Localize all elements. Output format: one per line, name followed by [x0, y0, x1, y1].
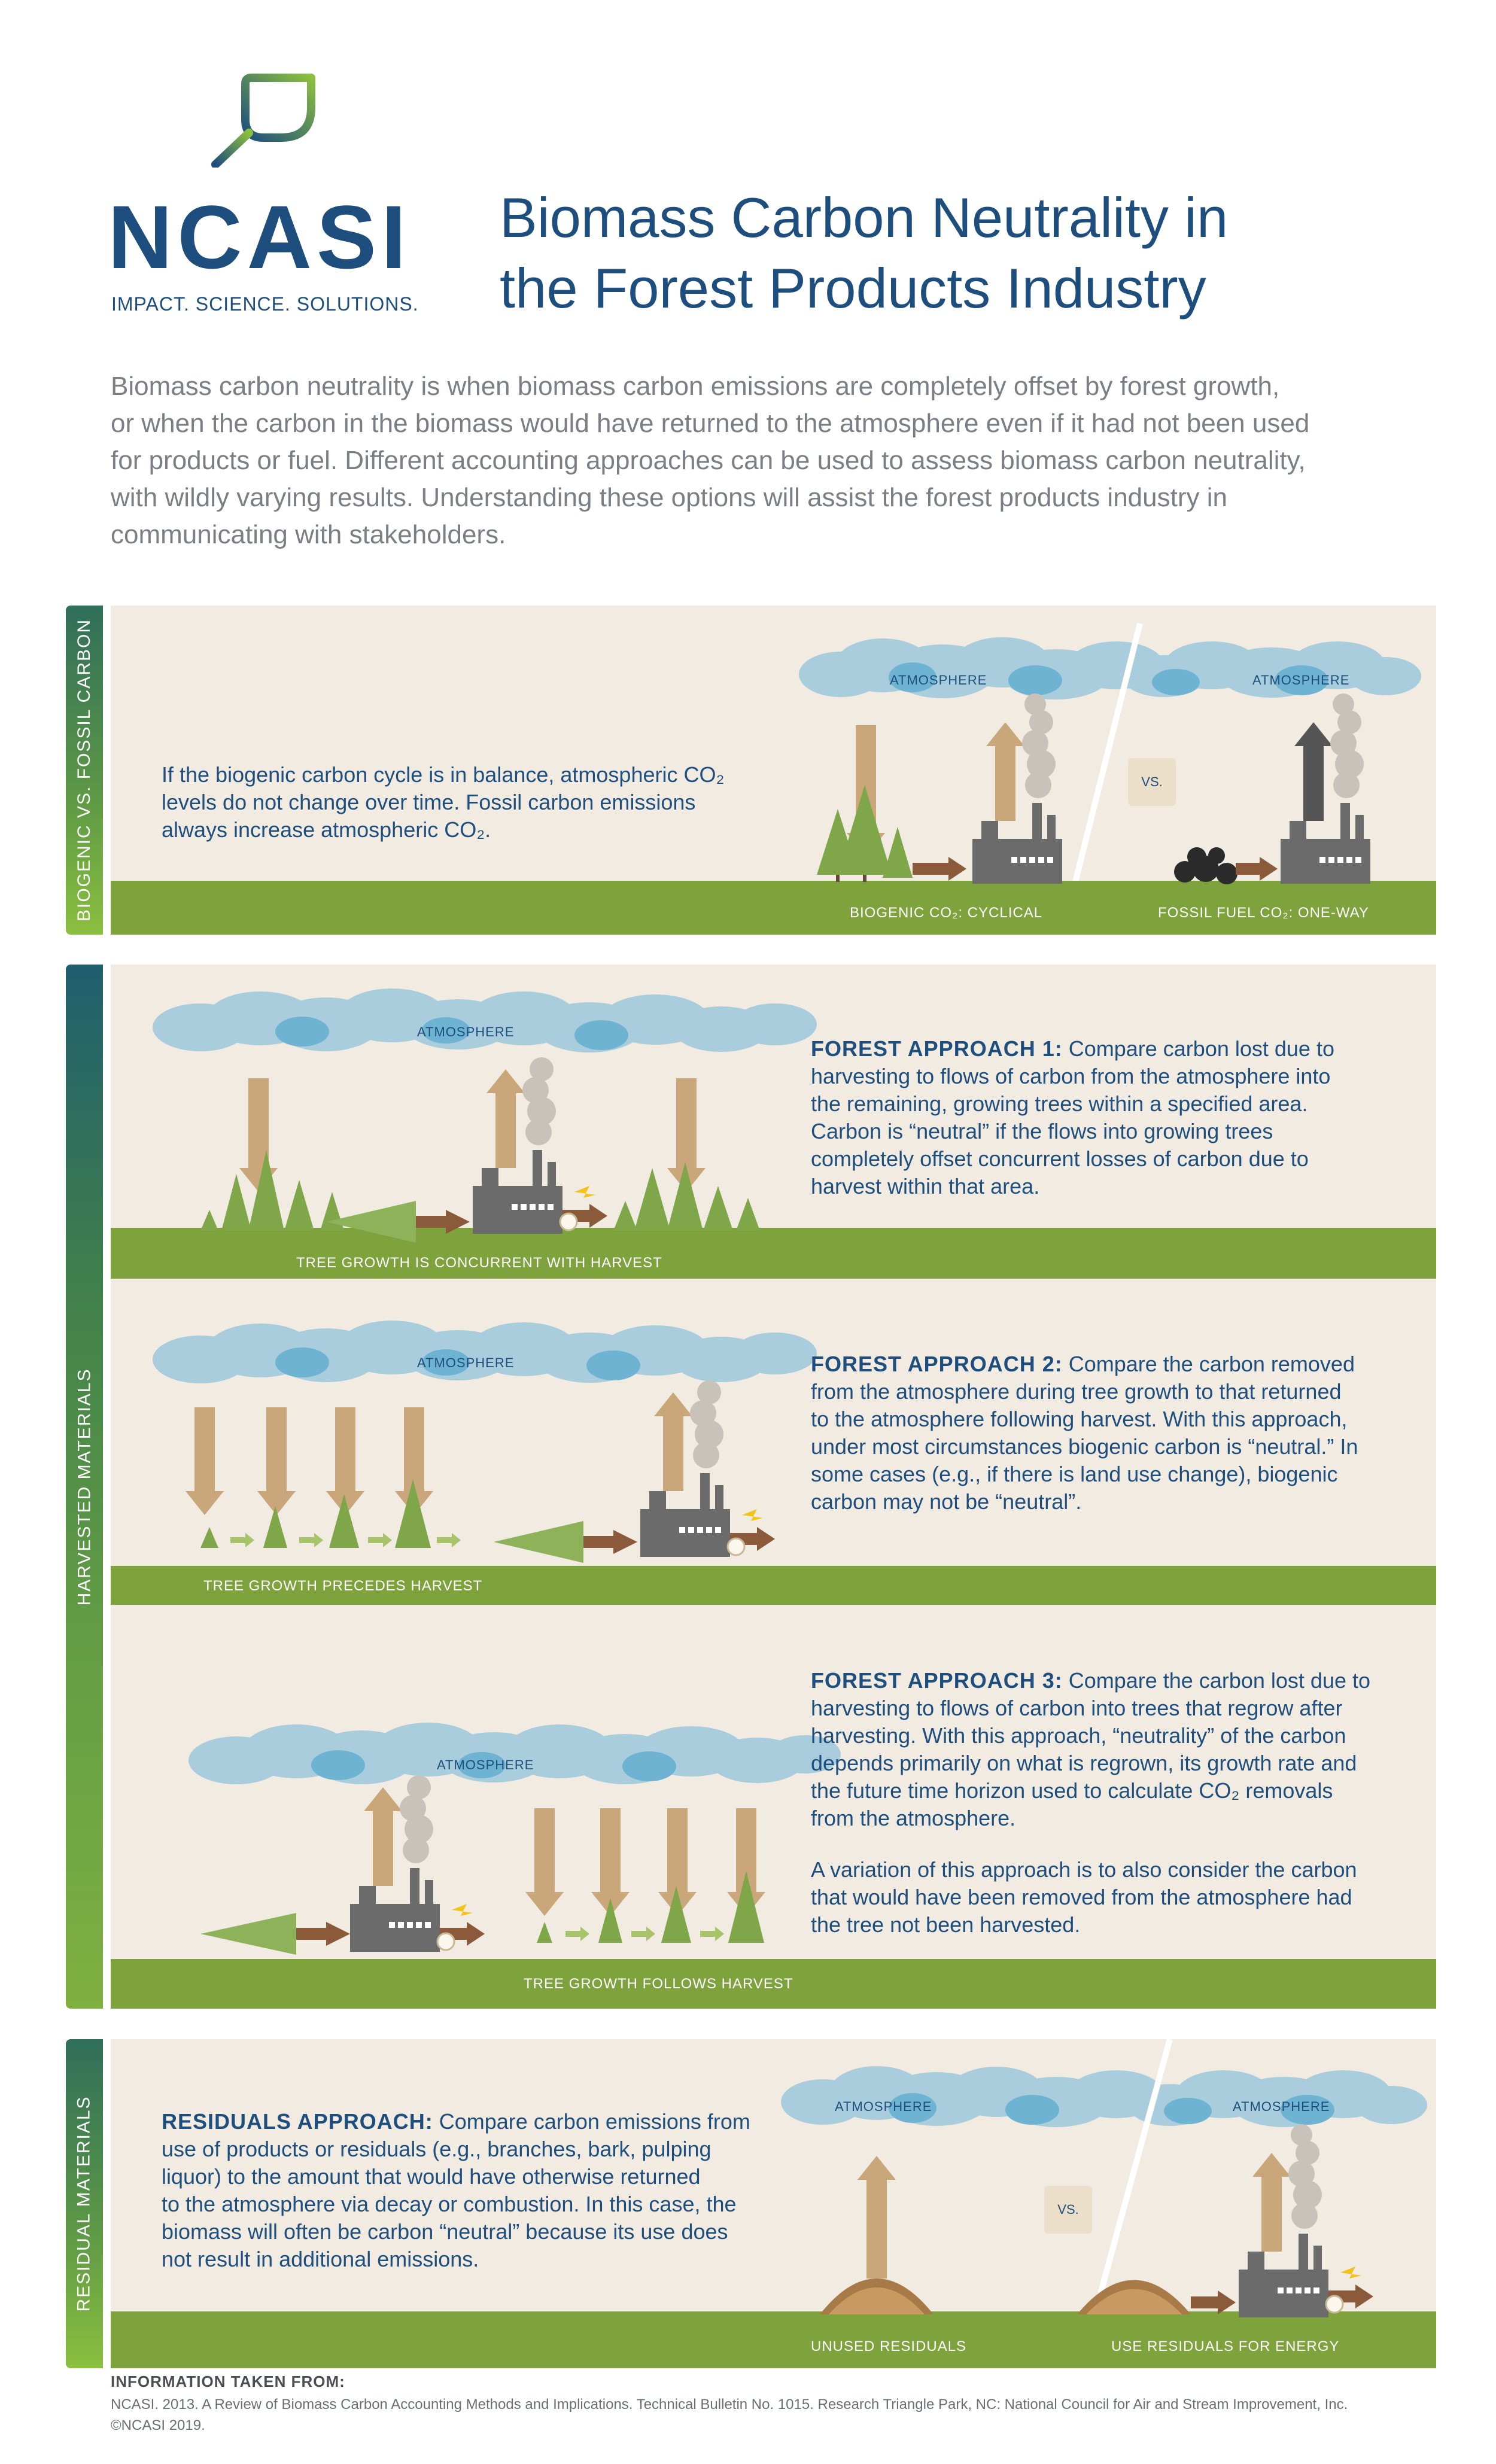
text-line: from the atmosphere during tree growth to that returned — [811, 1379, 1342, 1404]
approach-2-text — [811, 1350, 1409, 1516]
panel-approach-2 — [111, 1279, 1436, 1605]
text-line: to the atmosphere via decay or combustion. In this case, the — [162, 2192, 737, 2216]
up-arrow-icon — [858, 2156, 896, 2279]
side-label-residual — [66, 2039, 103, 2368]
intro-line: or when the carbon in the biomass would have returned to the atmosphere even if it had not been used — [111, 409, 1310, 438]
cloud-icon — [781, 2066, 1427, 2127]
down-arrow-icon — [239, 1078, 706, 1192]
panel-residual — [111, 2039, 1436, 2368]
down-arrow-icon — [525, 1808, 765, 1916]
factory-icon — [1239, 2234, 1328, 2317]
text-line: biomass will often be carbon “neutral” because its use does — [162, 2219, 728, 2244]
footer-copyright: ©NCASI 2019. — [111, 2417, 205, 2433]
intro-line: communicating with stakeholders. — [111, 520, 506, 549]
up-arrow-icon — [1252, 2153, 1291, 2252]
up-arrow-icon — [1294, 722, 1333, 821]
text-line: the remaining, growing trees within a specified area. — [811, 1091, 1308, 1116]
atmosphere-label: ATMOSPHERE — [437, 1757, 534, 1772]
text-line: harvest within that area. — [811, 1174, 1040, 1198]
text-line: Compare the carbon lost due to — [1068, 1668, 1371, 1693]
panel-approach-1 — [111, 965, 1436, 1279]
text-line: not result in additional emissions. — [162, 2247, 479, 2271]
footer-heading: INFORMATION TAKEN FROM: — [111, 2372, 345, 2390]
side-label-text: RESIDUAL MATERIALS — [74, 2095, 95, 2312]
biogenic-description — [162, 761, 850, 844]
title-line-1: Biomass Carbon Neutrality in — [500, 186, 1229, 249]
side-label-text: HARVESTED MATERIALS — [74, 1368, 95, 1605]
factory-icon — [473, 1150, 562, 1234]
factory-icon — [1281, 803, 1370, 884]
energy-bolt-icon — [1340, 2267, 1361, 2279]
text-line: carbon may not be “neutral”. — [811, 1489, 1082, 1514]
cloud-icon — [799, 637, 1421, 699]
side-label-harvested — [66, 965, 103, 2009]
paper-roll-icon — [560, 1213, 577, 1230]
text-line: liquor) to the amount that would have otherwise returned — [162, 2164, 701, 2189]
down-arrow-icon — [186, 1407, 433, 1515]
text-line: Compare the carbon removed — [1068, 1352, 1355, 1376]
text-line: Carbon is “neutral” if the flows into growing trees — [811, 1119, 1273, 1143]
atmosphere-label: ATMOSPHERE — [417, 1024, 515, 1039]
approach-3-text — [811, 1667, 1421, 1939]
up-arrow-icon — [986, 722, 1024, 821]
factory-icon — [350, 1868, 440, 1952]
caption-use-residuals: USE RESIDUALS FOR ENERGY — [1111, 2338, 1340, 2355]
text-line: to the atmosphere following harvest. With this approach, — [811, 1407, 1348, 1431]
logo-tagline: IMPACT. SCIENCE. SOLUTIONS. — [111, 293, 419, 315]
text-line: Compare carbon lost due to — [1068, 1036, 1334, 1061]
footer-reference: NCASI. 2013. A Review of Biomass Carbon Accounting Methods and Implications. Technical Bulletin No. 1015. Research Triangle Park, NC: National Council for Air and Stream Improvement, Inc. — [111, 2396, 1348, 2413]
atmosphere-label: ATMOSPHERE — [1252, 673, 1350, 688]
paper-roll-icon — [437, 1933, 454, 1950]
intro-line: Biomass carbon neutrality is when biomass carbon emissions are completely offset by forest growth, — [111, 372, 1280, 401]
up-arrow-icon — [654, 1392, 692, 1491]
text-line: under most circumstances biogenic carbon is “neutral.” In — [811, 1434, 1358, 1459]
approach-3-heading: FOREST APPROACH 3: — [811, 1668, 1063, 1693]
tree-icon — [200, 1150, 344, 1231]
text-line: depends primarily on what is regrown, its growth rate and — [811, 1751, 1357, 1775]
logo-wordmark: NCASI — [108, 187, 411, 287]
factory-icon — [972, 803, 1062, 884]
factory-icon — [640, 1473, 730, 1557]
atmosphere-label: ATMOSPHERE — [1233, 2099, 1330, 2114]
text-line: some cases (e.g., if there is land use change), biogenic — [811, 1462, 1338, 1486]
coal-icon — [1174, 847, 1237, 884]
text-line: Compare carbon emissions from — [439, 2109, 750, 2134]
text-line: levels do not change over time. Fossil carbon emissions — [162, 790, 696, 814]
panel-approach-3 — [111, 1605, 1436, 2009]
residual-heading: RESIDUALS APPROACH: — [162, 2109, 433, 2134]
atmosphere-label: ATMOSPHERE — [890, 673, 987, 688]
residual-text — [162, 2108, 820, 2273]
caption-approach-2: TREE GROWTH PRECEDES HARVEST — [203, 1578, 483, 1594]
leaf-magnifier-icon — [209, 66, 317, 168]
caption-biogenic: BIOGENIC CO₂: CYCLICAL — [850, 905, 1043, 921]
tree-icon — [613, 1162, 760, 1231]
side-label-text: BIOGENIC VS. FOSSIL CARBON — [74, 619, 95, 921]
text-line: harvesting to flows of carbon from the atmosphere into — [811, 1064, 1331, 1088]
panel-biogenic — [111, 606, 1436, 935]
intro-line: with wildly varying results. Understanding these options will assist the forest products industry in — [111, 483, 1227, 512]
text-line: use of products or residuals (e.g., branches, bark, pulping — [162, 2137, 711, 2161]
energy-bolt-icon — [574, 1186, 595, 1198]
caption-approach-3: TREE GROWTH FOLLOWS HARVEST — [524, 1976, 793, 1992]
page-title — [500, 182, 1457, 324]
cloud-icon — [153, 988, 817, 1052]
energy-bolt-icon — [452, 1904, 473, 1916]
text-line: harvesting. With this approach, “neutrality” of the carbon — [811, 1723, 1346, 1748]
text-line: from the atmosphere. — [811, 1806, 1016, 1830]
text-line: If the biogenic carbon cycle is in balance, atmospheric CO₂ — [162, 762, 725, 787]
side-label-biogenic — [66, 606, 103, 935]
intro-paragraph — [111, 368, 1379, 553]
paper-roll-icon — [1326, 2296, 1343, 2313]
caption-approach-1: TREE GROWTH IS CONCURRENT WITH HARVEST — [296, 1255, 662, 1271]
approach-1-text — [811, 1035, 1409, 1200]
text-line: A variation of this approach is to also consider the carbon — [811, 1857, 1357, 1882]
vs-badge: VS. — [1128, 758, 1176, 806]
caption-fossil: FOSSIL FUEL CO₂: ONE-WAY — [1158, 905, 1369, 921]
approach-1-heading: FOREST APPROACH 1: — [811, 1036, 1063, 1061]
up-arrow-icon — [364, 1787, 402, 1886]
cloud-icon — [153, 1321, 817, 1383]
text-line: the future time horizon used to calculate CO₂ removals — [811, 1778, 1333, 1803]
cloud-icon — [188, 1723, 841, 1784]
intro-line: for products or fuel. Different accounting approaches can be used to assess biomass carbon neutrality, — [111, 446, 1306, 475]
up-arrow-icon — [486, 1069, 525, 1168]
atmosphere-label: ATMOSPHERE — [835, 2099, 932, 2114]
paper-roll-icon — [728, 1538, 744, 1555]
energy-bolt-icon — [742, 1509, 763, 1521]
text-line: completely offset concurrent losses of carbon due to — [811, 1146, 1309, 1171]
title-line-2: the Forest Products Industry — [500, 257, 1206, 320]
caption-unused-residuals: UNUSED RESIDUALS — [811, 2338, 967, 2355]
vs-badge: VS. — [1044, 2186, 1092, 2234]
smoke-icon — [1022, 693, 1056, 798]
text-line: that would have been removed from the atmosphere had — [811, 1885, 1352, 1909]
text-line: always increase atmospheric CO₂. — [162, 817, 491, 842]
text-line: harvesting to flows of carbon into trees that regrow after — [811, 1696, 1343, 1720]
text-line: the tree not been harvested. — [811, 1912, 1081, 1937]
ncasi-logo — [108, 66, 419, 329]
approach-2-heading: FOREST APPROACH 2: — [811, 1352, 1063, 1376]
atmosphere-label: ATMOSPHERE — [417, 1355, 515, 1370]
